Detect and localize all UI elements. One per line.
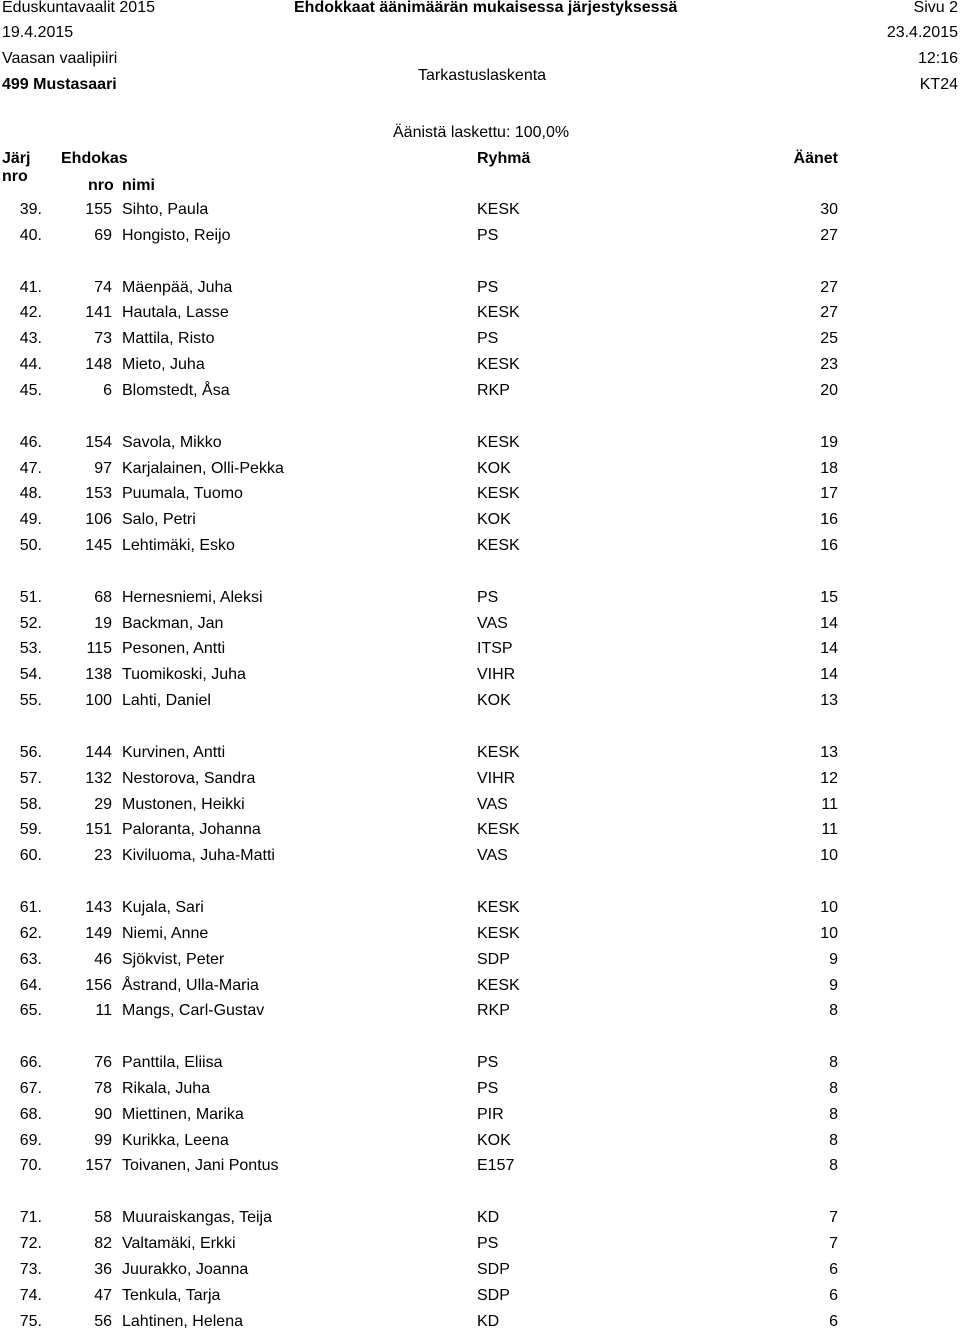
row-votes: 16 [820, 537, 838, 555]
row-votes: 20 [820, 381, 838, 399]
table-row [0, 898, 960, 918]
row-candidate-number: 155 [85, 201, 112, 218]
table-row [0, 510, 960, 530]
row-candidate-number: 145 [85, 537, 112, 555]
row-candidate-name: Pesonen, Antti [122, 640, 226, 658]
row-candidate-name: Kujala, Sari [122, 898, 204, 916]
row-votes: 7 [829, 1209, 838, 1227]
row-rank: 40. [19, 226, 42, 244]
row-rank: 48. [19, 485, 42, 503]
row-candidate-name: Valtamäki, Erkki [122, 1235, 236, 1252]
table-row [0, 1286, 960, 1306]
row-rank: 54. [19, 666, 42, 684]
row-rank: 66. [19, 1054, 42, 1072]
row-rank: 45. [19, 381, 42, 399]
row-candidate-number: 46 [94, 950, 112, 968]
row-party: KESK [477, 304, 520, 322]
row-candidate-number: 141 [85, 304, 112, 322]
col-nro-header: nro [88, 177, 114, 194]
row-candidate-name: Mangs, Carl-Gustav [122, 1002, 265, 1020]
table-row [0, 459, 960, 479]
row-party: KD [477, 1209, 500, 1227]
row-candidate-number: 6 [103, 381, 112, 399]
row-candidate-number: 36 [94, 1260, 112, 1278]
row-party: PS [477, 1235, 499, 1252]
table-row [0, 743, 960, 763]
election-name: Eduskuntavaalit 2015 [2, 0, 155, 16]
table-row [0, 484, 960, 504]
row-rank: 56. [19, 743, 42, 761]
row-candidate-name: Panttila, Eliisa [122, 1054, 223, 1072]
row-rank: 42. [19, 304, 42, 322]
row-rank: 41. [19, 278, 42, 296]
row-votes: 8 [829, 1054, 838, 1072]
row-party: VAS [477, 795, 508, 813]
row-rank: 51. [19, 588, 42, 606]
table-row [0, 329, 960, 349]
row-candidate-name: Mäenpää, Juha [122, 278, 233, 296]
row-rank: 74. [19, 1286, 42, 1304]
row-rank: 71. [19, 1209, 42, 1227]
table-row [0, 976, 960, 996]
row-votes: 8 [829, 1079, 838, 1097]
row-party: E157 [477, 1157, 515, 1175]
row-votes: 15 [820, 588, 838, 606]
col-jarj-header: Järj [2, 150, 31, 167]
row-rank: 49. [19, 511, 42, 529]
row-candidate-number: 56 [94, 1312, 112, 1330]
table-row [0, 381, 960, 401]
col-ehdokas-header: Ehdokas [61, 150, 128, 167]
col-ryhma-header: Ryhmä [477, 150, 531, 167]
row-rank: 69. [19, 1131, 42, 1149]
table-row [0, 200, 960, 220]
row-rank: 70. [19, 1157, 42, 1175]
row-candidate-name: Puumala, Tuomo [122, 485, 243, 503]
row-candidate-number: 97 [94, 459, 112, 477]
row-candidate-number: 74 [94, 278, 112, 296]
table-row [0, 769, 960, 789]
row-candidate-number: 78 [94, 1079, 112, 1097]
row-candidate-number: 151 [85, 821, 112, 839]
row-candidate-name: Backman, Jan [122, 614, 224, 632]
row-party: PS [477, 226, 499, 244]
row-party: KESK [477, 433, 520, 451]
row-votes: 14 [820, 640, 838, 658]
table-row [0, 588, 960, 608]
row-candidate-name: Muuraiskangas, Teija [122, 1209, 273, 1227]
counted-percentage: Äänistä laskettu: 100,0% [393, 124, 570, 141]
table-row [0, 614, 960, 634]
row-candidate-name: Mustonen, Heikki [122, 795, 245, 813]
row-candidate-name: Sihto, Paula [122, 201, 209, 218]
table-row [0, 355, 960, 375]
row-rank: 50. [19, 537, 42, 555]
page-number: Sivu 2 [913, 0, 958, 16]
row-votes: 19 [820, 433, 838, 451]
row-candidate-number: 69 [94, 226, 112, 244]
row-rank: 44. [19, 356, 42, 374]
row-candidate-name: Paloranta, Johanna [122, 821, 261, 839]
row-candidate-number: 149 [85, 924, 112, 942]
row-candidate-number: 143 [85, 898, 112, 916]
row-candidate-number: 19 [94, 614, 112, 632]
row-votes: 13 [820, 743, 838, 761]
row-party: VAS [477, 614, 508, 632]
col-aanet-header: Äänet [793, 150, 838, 167]
table-row [0, 433, 960, 453]
row-candidate-name: Salo, Petri [122, 511, 196, 529]
row-candidate-number: 82 [94, 1235, 112, 1252]
table-row [0, 1234, 960, 1254]
table-row [0, 536, 960, 556]
row-rank: 62. [19, 924, 42, 942]
row-party: VIHR [477, 666, 516, 684]
row-party: KESK [477, 924, 520, 942]
row-party: PS [477, 1054, 499, 1072]
row-party: KOK [477, 459, 511, 477]
row-party: PS [477, 1079, 499, 1097]
table-row [0, 278, 960, 298]
row-rank: 73. [19, 1260, 42, 1278]
row-candidate-name: Mieto, Juha [122, 356, 205, 374]
row-party: SDP [477, 950, 510, 968]
row-votes: 10 [820, 898, 838, 916]
row-rank: 53. [19, 640, 42, 658]
row-candidate-name: Tenkula, Tarja [122, 1286, 221, 1304]
print-time: 12:16 [917, 50, 958, 67]
table-row [0, 846, 960, 866]
row-votes: 23 [820, 356, 838, 374]
row-candidate-number: 153 [85, 485, 112, 503]
row-candidate-name: Savola, Mikko [122, 433, 222, 451]
col-jarj-sub-header: nro [2, 168, 28, 185]
row-candidate-number: 148 [85, 356, 112, 374]
row-party: RKP [477, 1002, 510, 1020]
row-candidate-number: 76 [94, 1054, 112, 1072]
row-candidate-name: Hongisto, Reijo [122, 226, 231, 244]
table-row [0, 1001, 960, 1021]
row-votes: 7 [829, 1235, 838, 1252]
row-candidate-number: 115 [86, 640, 112, 658]
table-row [0, 950, 960, 970]
row-candidate-name: Karjalainen, Olli-Pekka [122, 459, 284, 477]
report-title: Ehdokkaat äänimäärän mukaisessa järjestyksessä [294, 0, 678, 16]
row-party: PS [477, 278, 499, 296]
row-votes: 8 [829, 1131, 838, 1149]
row-candidate-number: 157 [85, 1157, 112, 1175]
row-candidate-name: Lehtimäki, Esko [122, 537, 235, 555]
table-row [0, 303, 960, 323]
row-candidate-name: Hautala, Lasse [122, 304, 229, 322]
count-type: Tarkastuslaskenta [418, 67, 547, 84]
row-candidate-number: 29 [94, 795, 112, 813]
row-candidate-name: Kurvinen, Antti [122, 743, 226, 761]
table-row [0, 1079, 960, 1099]
row-votes: 10 [820, 924, 838, 942]
row-votes: 9 [829, 976, 838, 994]
row-rank: 58. [19, 795, 42, 813]
row-candidate-number: 68 [94, 588, 112, 606]
row-party: KOK [477, 511, 511, 529]
row-candidate-number: 58 [94, 1209, 112, 1227]
row-votes: 6 [829, 1312, 838, 1330]
row-rank: 55. [19, 692, 42, 710]
table-row [0, 924, 960, 944]
row-party: KESK [477, 976, 520, 994]
row-candidate-name: Sjökvist, Peter [122, 950, 225, 968]
row-candidate-number: 106 [85, 511, 112, 529]
row-party: KOK [477, 1131, 511, 1149]
row-candidate-name: Kiviluoma, Juha-Matti [122, 847, 275, 865]
row-votes: 17 [820, 485, 838, 503]
row-party: KOK [477, 692, 511, 710]
row-votes: 14 [820, 614, 838, 632]
row-candidate-number: 154 [85, 433, 112, 451]
row-rank: 39. [19, 201, 42, 218]
row-votes: 25 [820, 330, 838, 348]
row-candidate-name: Juurakko, Joanna [122, 1260, 249, 1278]
print-date: 23.4.2015 [886, 24, 958, 41]
row-party: KD [477, 1312, 500, 1330]
row-candidate-number: 156 [85, 976, 112, 994]
row-candidate-number: 47 [94, 1286, 112, 1304]
row-rank: 60. [19, 847, 42, 865]
row-party: VIHR [477, 769, 516, 787]
row-candidate-number: 11 [95, 1002, 112, 1020]
row-rank: 64. [19, 976, 42, 994]
row-rank: 47. [19, 459, 42, 477]
row-votes: 27 [820, 226, 838, 244]
row-candidate-name: Rikala, Juha [122, 1079, 211, 1097]
row-rank: 67. [19, 1079, 42, 1097]
row-candidate-number: 73 [94, 330, 112, 348]
col-nimi-header: nimi [122, 177, 155, 194]
row-candidate-name: Miettinen, Marika [122, 1105, 244, 1123]
row-rank: 75. [19, 1312, 42, 1330]
row-party: PS [477, 330, 499, 348]
row-candidate-number: 132 [85, 769, 112, 787]
row-party: ITSP [477, 640, 513, 658]
row-votes: 27 [820, 278, 838, 296]
row-votes: 8 [829, 1157, 838, 1175]
row-votes: 30 [820, 201, 838, 218]
table-row [0, 1053, 960, 1073]
table-row [0, 639, 960, 659]
row-votes: 11 [821, 821, 838, 839]
row-candidate-name: Mattila, Risto [122, 330, 215, 348]
row-rank: 63. [19, 950, 42, 968]
row-party: SDP [477, 1260, 510, 1278]
report-code: KT24 [919, 76, 958, 93]
row-rank: 59. [19, 821, 42, 839]
row-party: KESK [477, 898, 520, 916]
row-candidate-name: Hernesniemi, Aleksi [122, 588, 263, 606]
row-party: PIR [477, 1105, 504, 1123]
table-row [0, 1105, 960, 1125]
table-row [0, 226, 960, 246]
row-candidate-number: 99 [94, 1131, 112, 1149]
election-date: 19.4.2015 [2, 24, 74, 41]
row-votes: 10 [820, 847, 838, 865]
table-row [0, 1131, 960, 1151]
row-party: KESK [477, 537, 520, 555]
row-votes: 9 [829, 950, 838, 968]
row-rank: 61. [19, 898, 42, 916]
row-candidate-name: Lahti, Daniel [122, 692, 211, 710]
row-party: KESK [477, 356, 520, 374]
row-party: KESK [477, 201, 520, 218]
row-rank: 46. [19, 433, 42, 451]
row-votes: 12 [820, 769, 838, 787]
row-candidate-name: Kurikka, Leena [122, 1131, 229, 1149]
table-row [0, 1156, 960, 1176]
row-candidate-number: 90 [94, 1105, 112, 1123]
row-party: KESK [477, 485, 520, 503]
row-votes: 14 [820, 666, 838, 684]
municipality-name: 499 Mustasaari [2, 76, 117, 93]
table-row [0, 691, 960, 711]
row-party: PS [477, 588, 499, 606]
row-candidate-name: Niemi, Anne [122, 924, 209, 942]
row-party: RKP [477, 381, 510, 399]
row-rank: 65. [19, 1002, 42, 1020]
row-votes: 27 [820, 304, 838, 322]
row-rank: 43. [19, 330, 42, 348]
row-party: KESK [477, 743, 520, 761]
row-party: SDP [477, 1286, 510, 1304]
row-rank: 68. [19, 1105, 42, 1123]
row-votes: 8 [829, 1002, 838, 1020]
row-votes: 6 [829, 1286, 838, 1304]
table-row [0, 1260, 960, 1280]
row-party: VAS [477, 847, 508, 865]
row-candidate-number: 144 [85, 743, 112, 761]
table-row [0, 1208, 960, 1228]
table-row [0, 1312, 960, 1332]
table-row [0, 820, 960, 840]
row-candidate-name: Lahtinen, Helena [122, 1312, 243, 1330]
row-votes: 16 [820, 511, 838, 529]
row-votes: 18 [820, 459, 838, 477]
row-votes: 13 [820, 692, 838, 710]
row-candidate-name: Åstrand, Ulla-Maria [122, 976, 259, 994]
table-row [0, 665, 960, 685]
row-party: KESK [477, 821, 520, 839]
row-rank: 52. [19, 614, 42, 632]
row-votes: 11 [821, 795, 838, 813]
row-votes: 8 [829, 1105, 838, 1123]
row-candidate-number: 23 [94, 847, 112, 865]
row-candidate-name: Toivanen, Jani Pontus [122, 1157, 279, 1175]
row-candidate-number: 100 [85, 692, 112, 710]
row-candidate-name: Nestorova, Sandra [122, 769, 256, 787]
row-rank: 72. [19, 1235, 42, 1252]
row-candidate-name: Blomstedt, Åsa [122, 381, 230, 399]
district-name: Vaasan vaalipiiri [2, 50, 118, 67]
row-votes: 6 [829, 1260, 838, 1278]
row-rank: 57. [19, 769, 42, 787]
row-candidate-number: 138 [85, 666, 112, 684]
table-row [0, 795, 960, 815]
row-candidate-name: Tuomikoski, Juha [122, 666, 246, 684]
